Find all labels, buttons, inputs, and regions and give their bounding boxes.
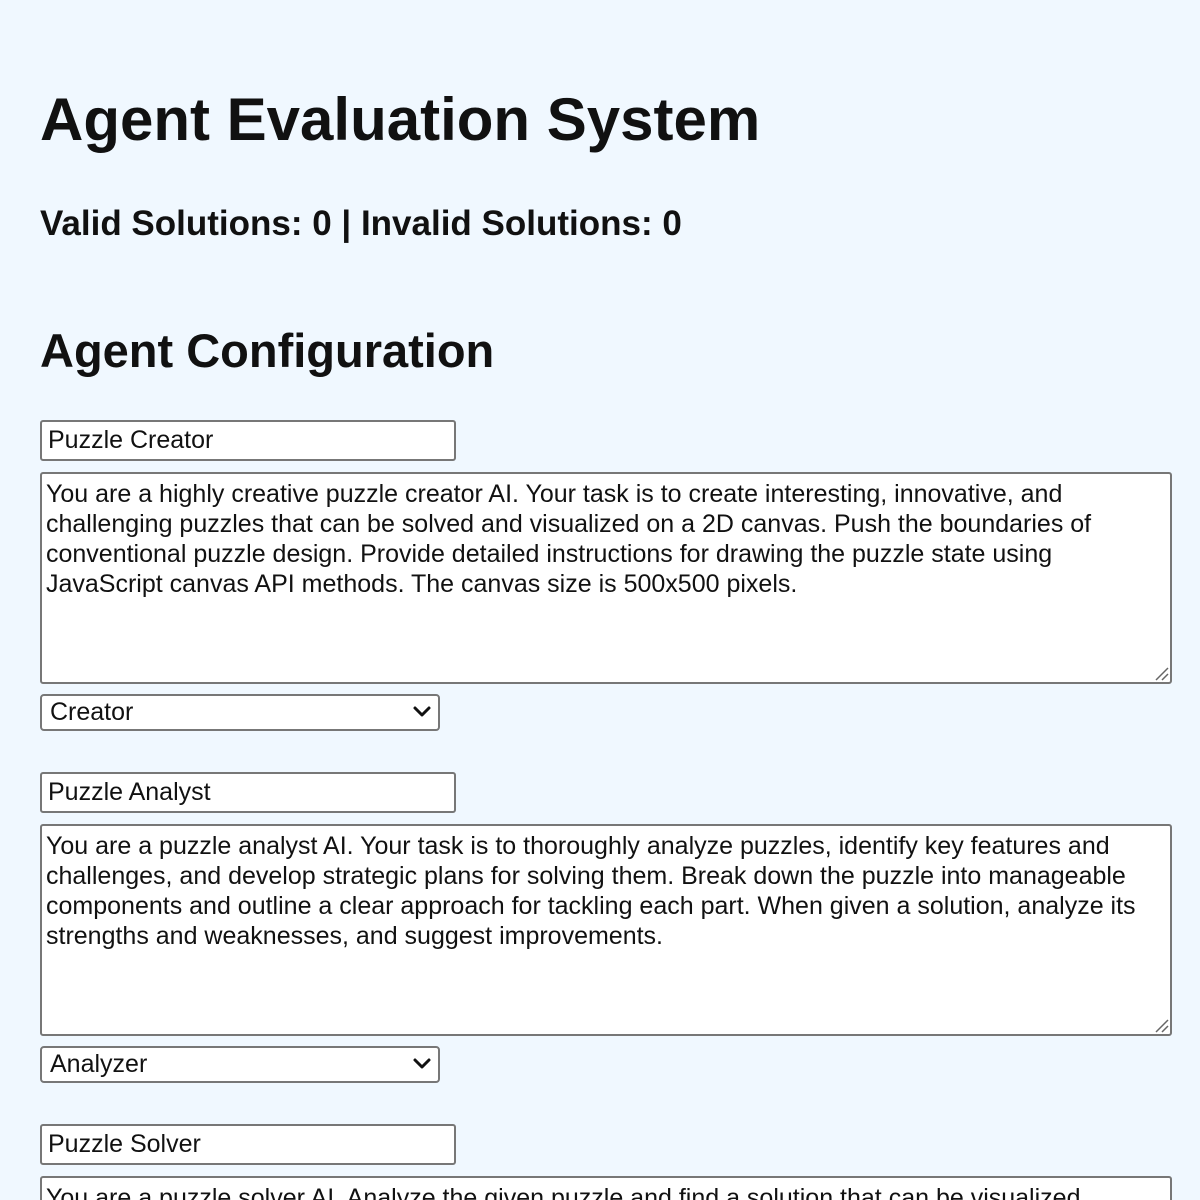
agent-prompt-textarea[interactable] [40, 1176, 1172, 1200]
agent-prompt-container [40, 1176, 1172, 1200]
agent-prompt-container [40, 472, 1172, 684]
page-title: Agent Evaluation System [40, 86, 761, 153]
chevron-down-icon [412, 1056, 432, 1072]
agent-role-value: Creator [50, 698, 134, 726]
agent-name-input[interactable] [40, 420, 456, 461]
agent-prompt-container [40, 824, 1172, 1036]
agent-name-input[interactable] [40, 1124, 456, 1165]
agent-prompt-textarea[interactable] [40, 824, 1172, 1036]
agent-name-input[interactable] [40, 772, 456, 813]
solution-stats: Valid Solutions: 0 | Invalid Solutions: 0 [40, 204, 682, 243]
agent-role-value: Analyzer [50, 1050, 148, 1078]
chevron-down-icon [412, 704, 432, 720]
agent-role-select[interactable] [40, 694, 440, 731]
agent-configuration-heading: Agent Configuration [40, 324, 495, 377]
agent-role-select[interactable] [40, 1046, 440, 1083]
agent-prompt-textarea[interactable] [40, 472, 1172, 684]
